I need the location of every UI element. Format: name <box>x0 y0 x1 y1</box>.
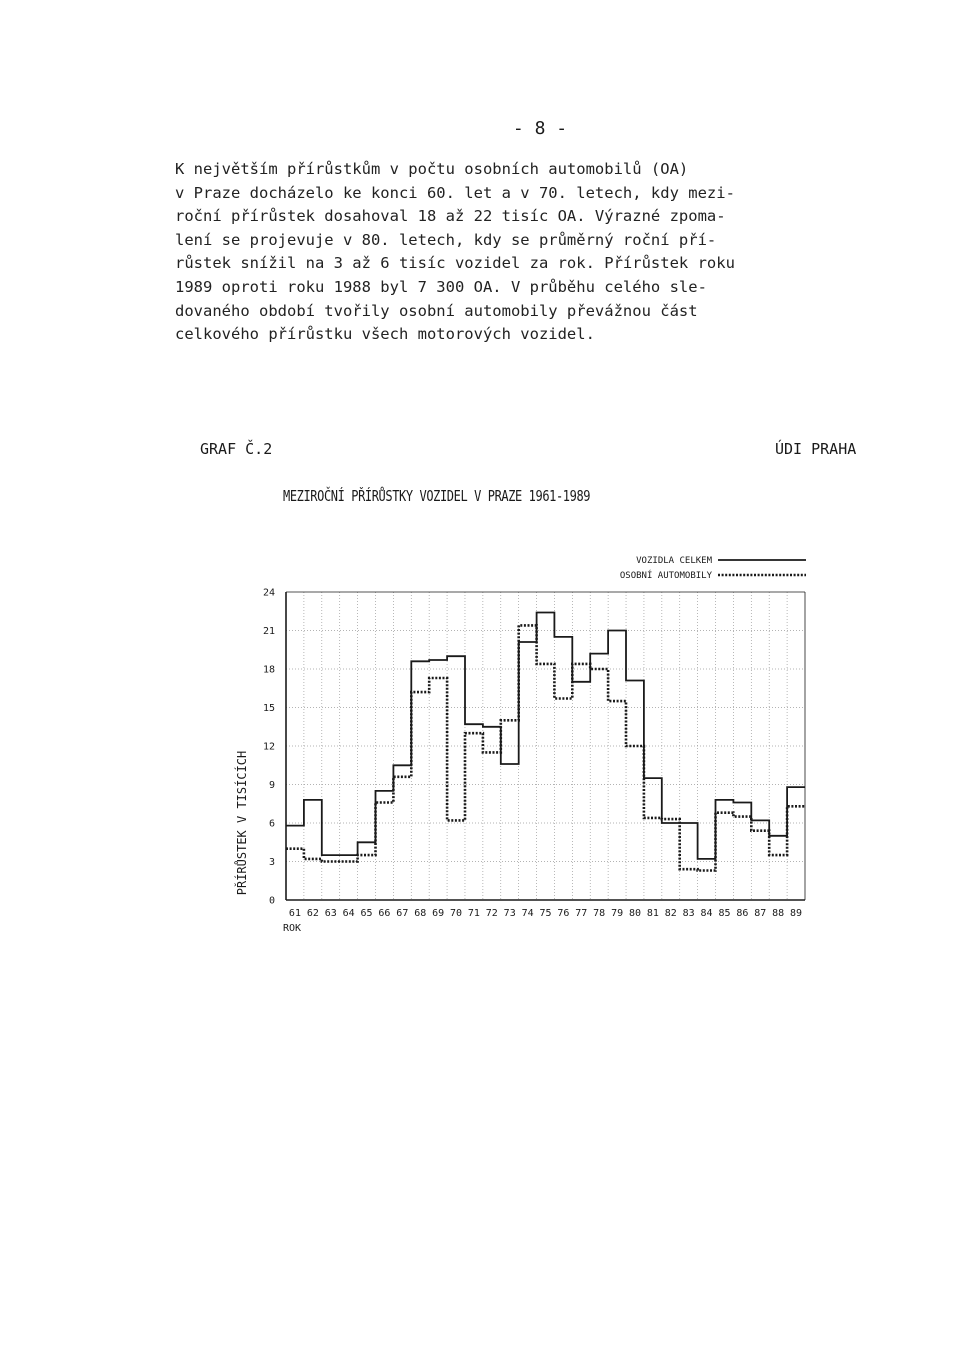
x-tick-label: 75 <box>539 908 552 919</box>
x-tick-label: 66 <box>378 908 391 919</box>
chart-title: MEZIROČNÍ PŘÍRŮSTKY VOZIDEL V PRAZE 1961-1989 <box>283 487 591 505</box>
y-tick-label: 21 <box>262 626 275 637</box>
chart-legend <box>620 556 806 581</box>
institution-label: ÚDI PRAHA <box>775 440 857 458</box>
x-tick-label: 64 <box>342 908 355 919</box>
x-tick-label: 89 <box>790 908 803 919</box>
series-line-passenger-cars <box>286 625 805 870</box>
x-tick-label: 73 <box>503 908 516 919</box>
paragraph-line: K největším přírůstkům v počtu osobních automobilů (OA) <box>175 160 689 178</box>
legend-label-total: VOZIDLA CELKEM <box>636 556 712 566</box>
y-tick-label: 3 <box>268 857 275 868</box>
y-tick-label: 9 <box>268 780 275 791</box>
graph-label: GRAF Č.2 <box>200 440 273 458</box>
x-tick-label: 81 <box>646 908 659 919</box>
paragraph-line: roční přírůstek dosahoval 18 až 22 tisíc OA. Výrazné zpoma- <box>175 207 726 226</box>
y-tick-label: 12 <box>262 741 275 753</box>
paragraph-line: růstek snížil na 3 až 6 tisíc vozidel za rok. Přírůstek roku <box>175 254 735 273</box>
x-tick-label: 76 <box>557 908 570 919</box>
y-tick-label: 18 <box>262 664 275 676</box>
x-tick-label: 62 <box>306 908 319 919</box>
x-tick-label: 85 <box>718 908 731 919</box>
x-tick-label: 61 <box>288 908 301 919</box>
x-tick-label: 70 <box>449 908 463 919</box>
x-tick-label: 74 <box>521 908 534 919</box>
page-number: - 8 - <box>512 118 568 139</box>
paragraph-line: lení se projevuje v 80. letech, kdy se průměrný roční pří- <box>175 230 717 249</box>
paragraph-line: 1989 oproti roku 1988 byl 7 300 OA. V průběhu celého sle- <box>175 277 707 296</box>
paragraph-line: v Praze docházelo ke konci 60. let a v 70. letech, kdy mezi- <box>175 183 735 202</box>
y-tick-label: 24 <box>262 587 275 599</box>
chart-grid <box>286 592 805 900</box>
x-tick-label: 65 <box>360 908 373 919</box>
y-tick-label: 0 <box>268 895 275 907</box>
x-tick-label: 86 <box>736 908 749 919</box>
chart-axes <box>263 588 805 920</box>
legend-label-cars: OSOBNÍ AUTOMOBILY <box>619 571 712 581</box>
x-tick-label: 88 <box>772 908 785 919</box>
x-tick-label: 80 <box>628 908 642 919</box>
x-tick-label: 68 <box>414 908 427 919</box>
x-tick-label: 87 <box>754 908 767 919</box>
x-tick-label: 77 <box>575 908 588 919</box>
x-tick-label: 82 <box>664 908 677 919</box>
x-tick-label: 71 <box>467 908 480 919</box>
x-tick-label: 69 <box>432 908 445 919</box>
y-axis-label: PŘÍRŮSTEK V TISÍCÍCH <box>235 750 249 896</box>
y-tick-label: 6 <box>268 818 275 830</box>
paragraph-line: celkového přírůstku všech motorových vozidel. <box>175 325 595 344</box>
x-tick-label: 63 <box>324 908 337 919</box>
x-tick-label: 83 <box>682 908 695 919</box>
x-tick-label: 78 <box>593 908 606 919</box>
paragraph-line: dovaného období tvořily osobní automobily převážnou část <box>175 301 698 320</box>
x-tick-label: 79 <box>611 908 624 919</box>
x-tick-label: 72 <box>485 908 498 919</box>
x-tick-label: 67 <box>396 908 409 919</box>
series-line-total-vehicles <box>286 613 805 859</box>
x-tick-label: 84 <box>700 908 713 919</box>
y-tick-label: 15 <box>262 703 275 714</box>
chart-series <box>286 613 805 871</box>
x-axis-label: ROK <box>283 923 302 934</box>
